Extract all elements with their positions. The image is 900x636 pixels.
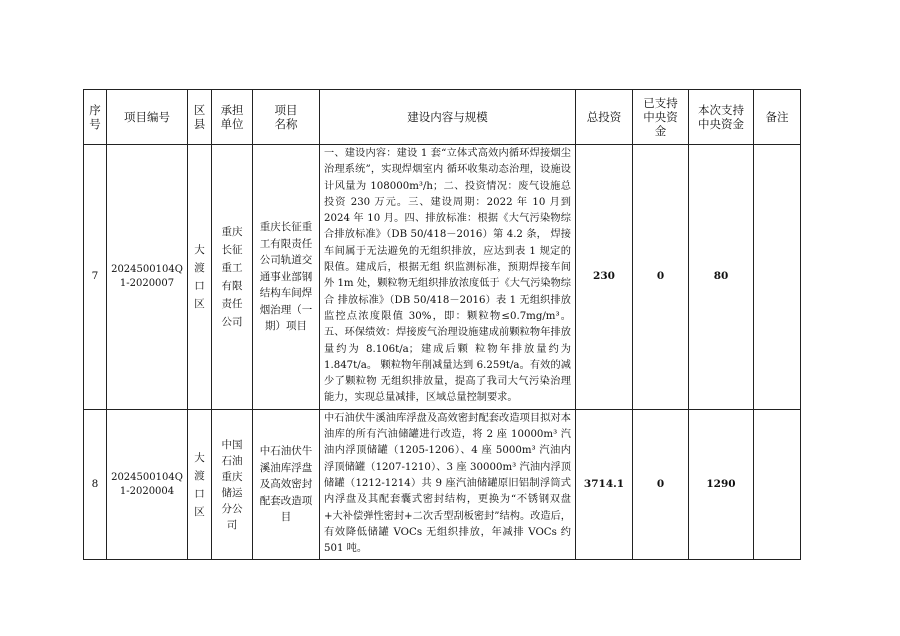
- table-header-row: [84, 90, 801, 145]
- row-district: 大渡口区: [188, 409, 212, 560]
- row-project-name: 中石油伏牛溪油库浮盘及高效密封配套改造项目: [253, 409, 320, 560]
- row-content: 一、建设内容：建设 1 套“立体式高效内循环焊接烟尘治理系统”，实现焊烟室内 循环收集动态治理，设施设计风量为 108000m³/h；二、投资情况：废气设施总投资 230 万元。三、建设周期：2022 年 10 月到 2024 年 10 月。四、排放标准：根据《大气污染物综合排放标准》（DB 50/418－2016）第 4.2 条， 焊接车间属于无法避免的无组织排放，应达到表 1 规定的限值。建成后，根据无组 织监测标准，预期焊接车间外 1m 处，颗粒物无组织排放浓度低于《大气污染物综合 排放标准》（DB 50/418－2016）表 1 无组织排放监控点浓度限值 30%，即：颗粒物≤0.7mg/m³。 五、环保绩效：焊接废气治理设施建成前颗粒物年排放量约为 8.106t/a；建成后颗 粒物年排放量约为 1.847t/a。 颗粒物年削减量达到 6.259t/a。有效的减少了颗粒物 无组织排放量，提高了我司大气污染治理能力，实现总量减排，区域总量控制要求。: [320, 145, 576, 410]
- row-project-name: 重庆长征重工有限责任公司轨道交通事业部钢结构车间焊烟治理（一期）项目: [253, 145, 320, 410]
- row-content: 中石油伏牛溪油库浮盘及高效密封配套改造项目拟对本油库的所有汽油储罐进行改造，将 2 座 10000m³ 汽油内浮顶储罐（1205-1206）、4 座 5000m³ 汽油内浮顶储罐（1207-1210）、3 座 30000m³ 汽油内浮顶储罐（1212-1214）共 9 座汽油储罐原旧铝制浮筒式内浮盘及其配套囊式密封结构，更换为“不锈钢双盘+大补偿弹性密封+二次舌型刮板密封”结构。改造后，有效降低储罐 VOCs 无组织排放，年减排 VOCs 约 501 吨。: [320, 409, 576, 560]
- row-note: [754, 409, 801, 560]
- table-row: [84, 409, 801, 560]
- header-total: 总投资: [576, 90, 633, 145]
- row-note: [754, 145, 801, 410]
- row-seq: 7: [84, 145, 107, 410]
- header-content: 建设内容与规模: [320, 90, 576, 145]
- header-code: 项目编号: [107, 90, 188, 145]
- header-unit: 承担单位: [212, 90, 253, 145]
- row-supported: 0: [633, 409, 689, 560]
- row-supported: 0: [633, 145, 689, 410]
- table-row: [84, 145, 801, 410]
- header-current: 本次支持中央资金: [689, 90, 754, 145]
- header-district: 区县: [188, 90, 212, 145]
- row-seq: 8: [84, 409, 107, 560]
- header-name: 项目名称: [253, 90, 320, 145]
- header-supported: 已支持中央资金: [633, 90, 689, 145]
- row-district: 大渡口区: [188, 145, 212, 410]
- row-total: 3714.1: [576, 409, 633, 560]
- row-unit: 中国石油重庆储运分公司: [212, 409, 253, 560]
- header-seq: 序号: [84, 90, 107, 145]
- row-code: 2024500104Q1-2020007: [107, 145, 188, 410]
- row-code: 2024500104Q1-2020004: [107, 409, 188, 560]
- row-total: 230: [576, 145, 633, 410]
- project-table: [83, 89, 801, 560]
- row-unit: 重庆长征重工有限责任公司: [212, 145, 253, 410]
- row-current: 80: [689, 145, 754, 410]
- row-current: 1290: [689, 409, 754, 560]
- header-note: 备注: [754, 90, 801, 145]
